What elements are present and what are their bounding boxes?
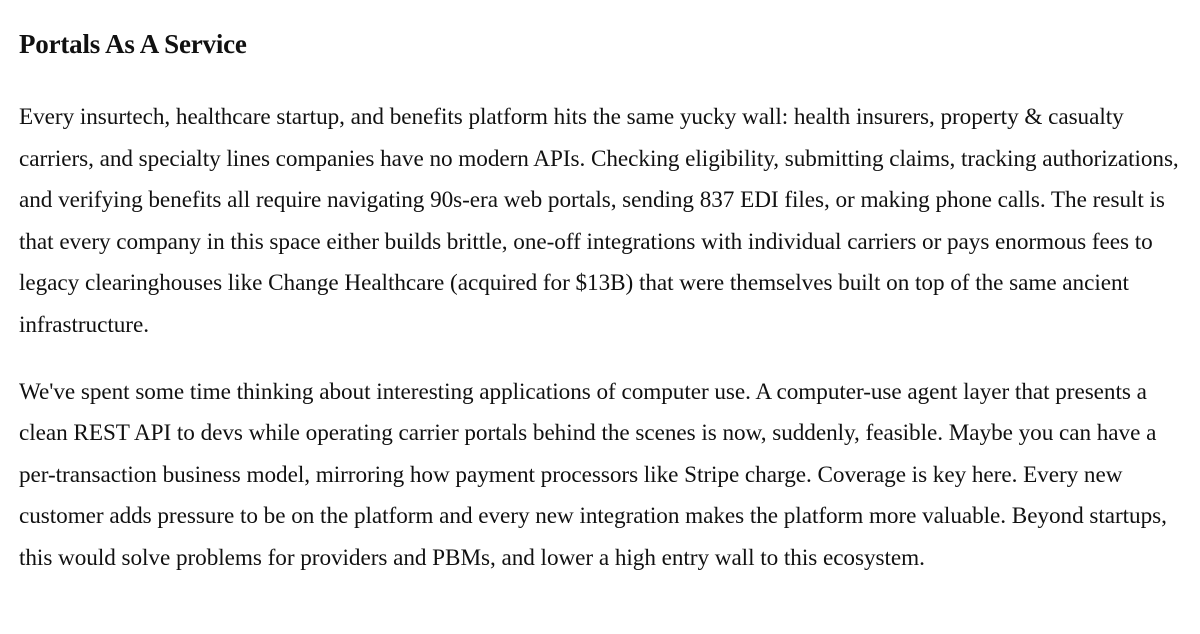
paragraph-problem: Every insurtech, healthcare startup, and benefits platform hits the same yucky wall: health insurers, property & casualty carriers, and specialty lines companies have no modern APIs. Checking eligibility, submitting claims, tracking authorizations, and verifying benefits all require navigating 90s-era web portals, sending 837 EDI files, or making phone calls. The result is that every company in this space either builds brittle, one-off integrations with individual carriers or pays enormous fees to legacy clearinghouses like Change Healthcare (acquired for $13B) that were themselves built on top of the same ancient infrastructure. xyxy=(19,104,1179,338)
page-title: Portals As A Service xyxy=(19,29,247,59)
paragraph-solution: We've spent some time thinking about interesting applications of computer use. A computer-use agent layer that presents a clean REST API to devs while operating carrier portals behind the scenes is now, suddenly, feasible. Maybe you can have a per-transaction business model, mirroring how payment processors like Stripe charge. Coverage is key here. Every new customer adds pressure to be on the platform and every new integration makes the platform more valuable. Beyond startups, this would solve problems for providers and PBMs, and lower a high entry wall to this ecosystem. xyxy=(19,378,1167,571)
